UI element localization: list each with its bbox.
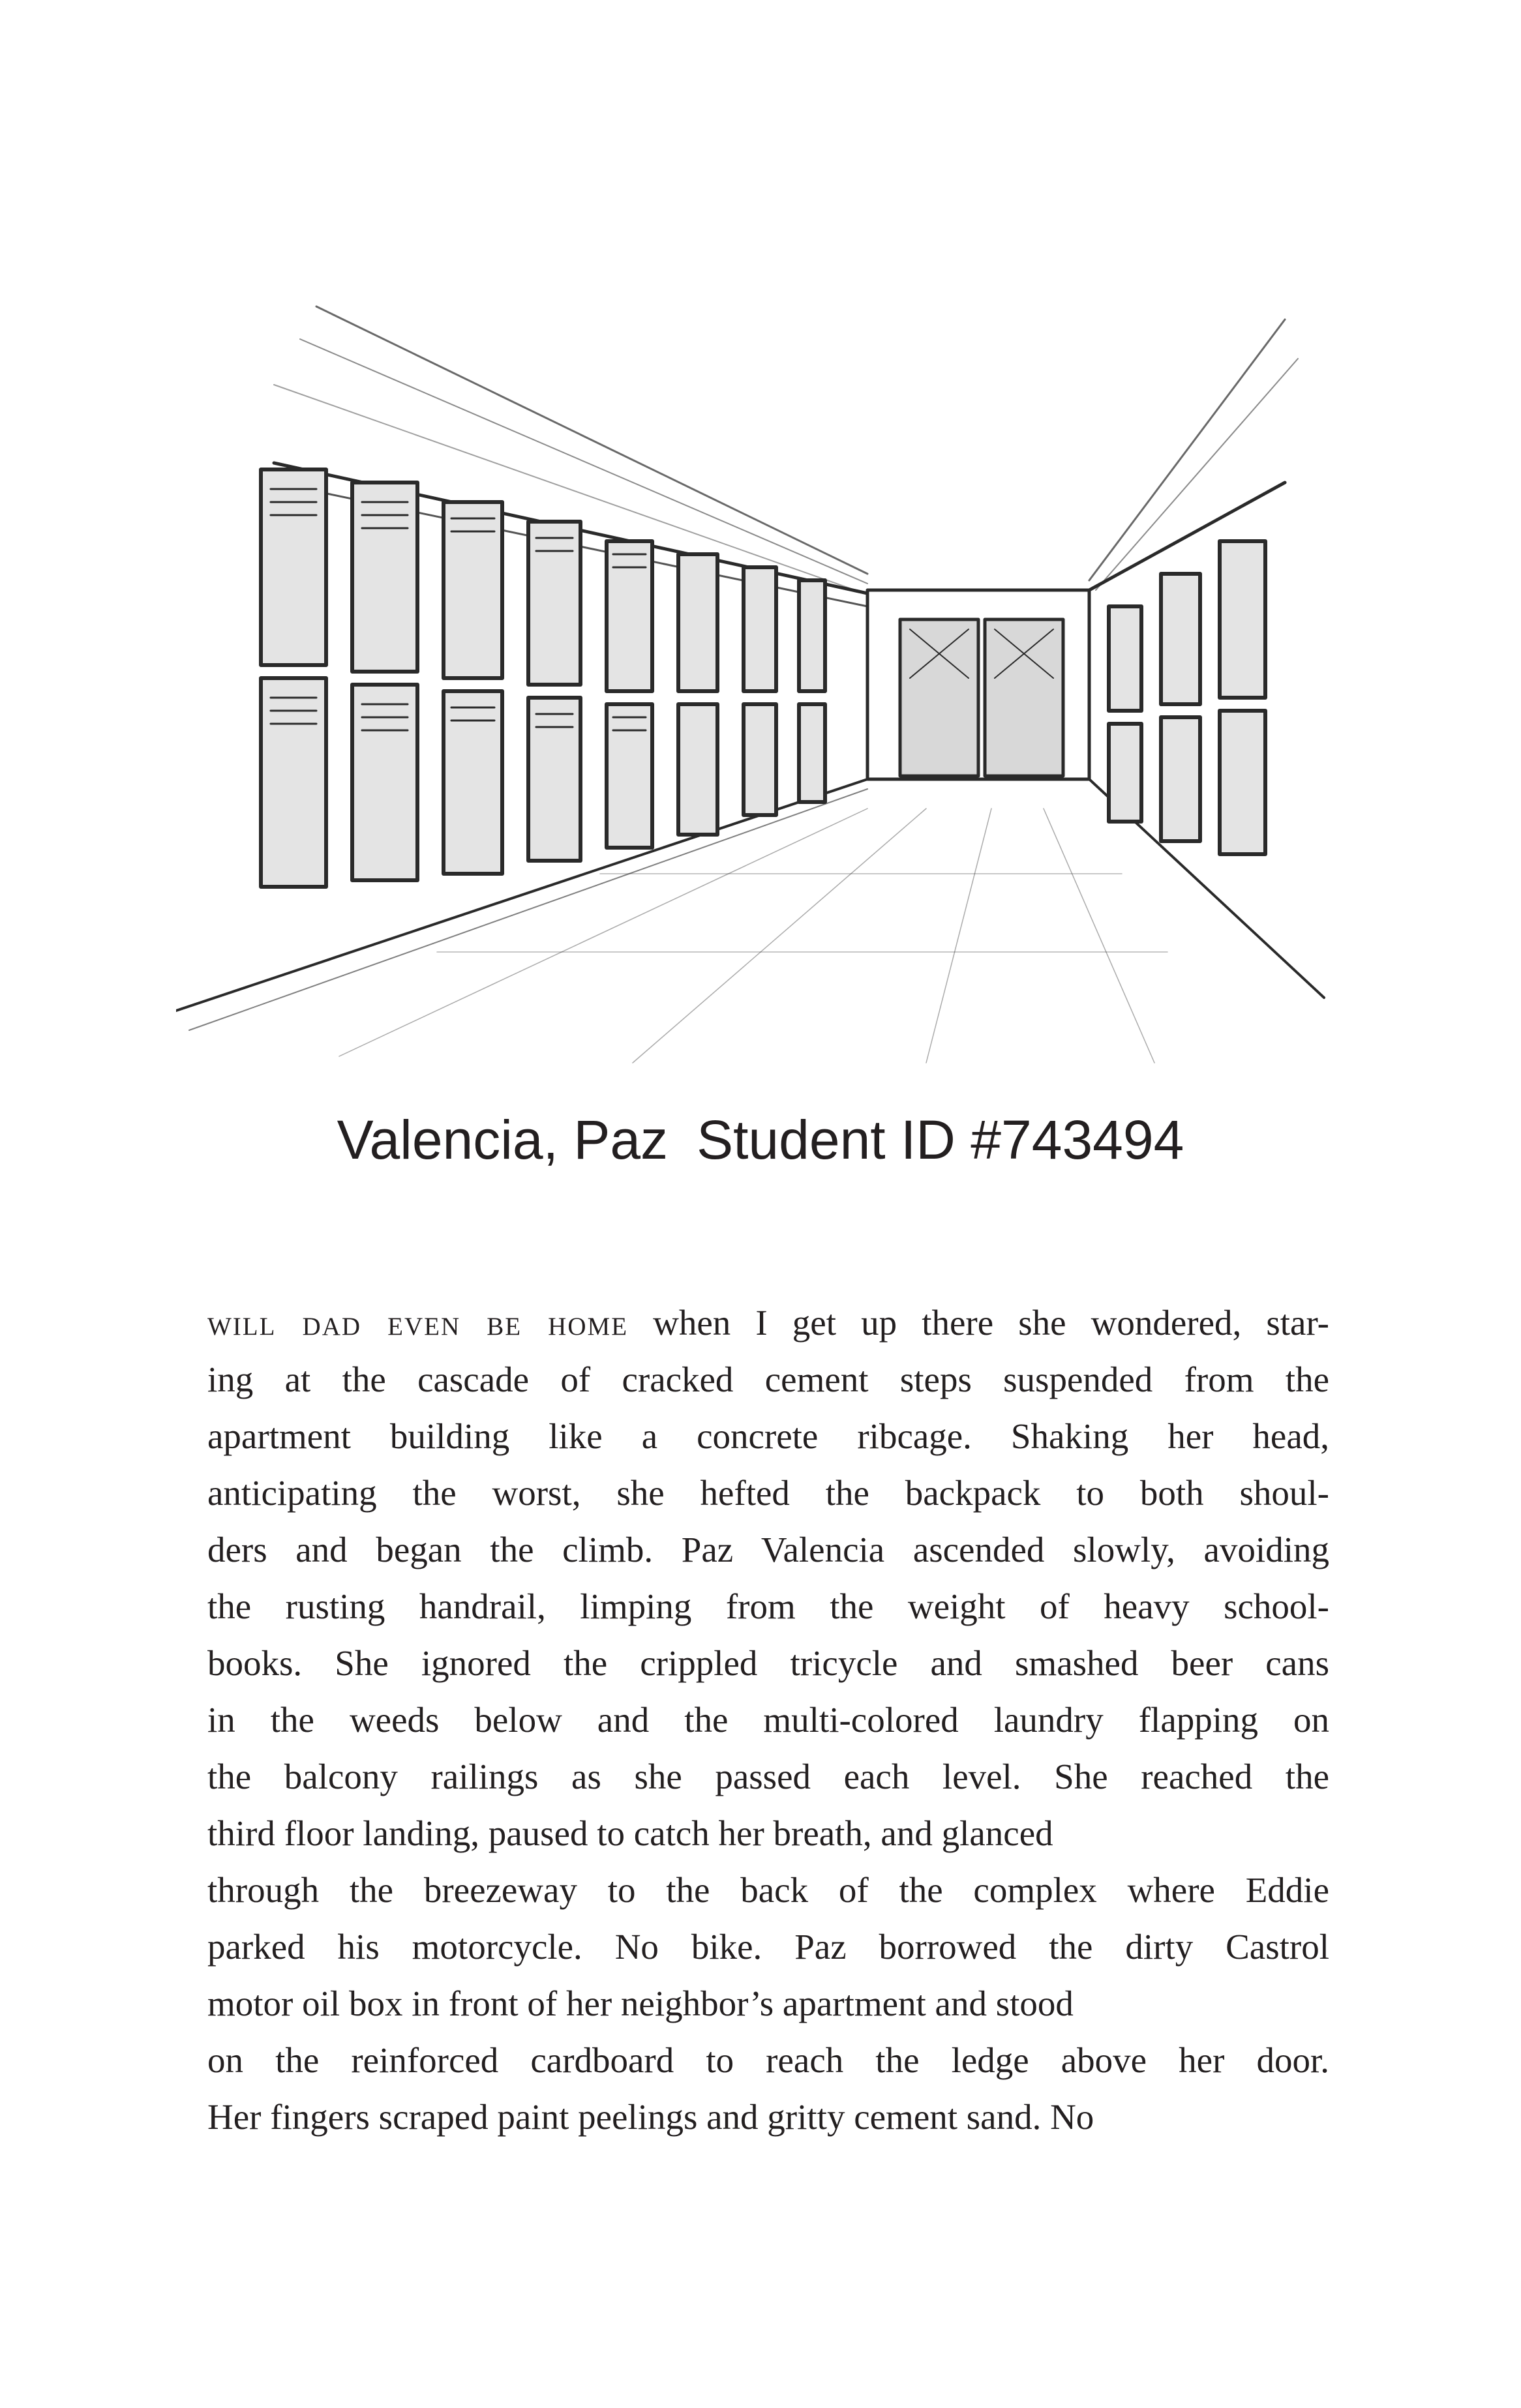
text-line-3: apartment building like a concrete ribcage. Shaking her head,	[207, 1416, 1329, 1456]
student-name: Valencia, Paz	[337, 1109, 669, 1170]
text-line-10: third floor landing, paused to catch her breath, and glanced	[207, 1813, 1053, 1853]
text-line-11: through the breezeway to the back of the complex where Eddie	[207, 1870, 1329, 1910]
text-line-12: parked his motorcycle. No bike. Paz borrowed the dirty Castrol	[207, 1927, 1329, 1967]
text-line-5: ders and began the climb. Paz Valencia ascended slowly, avoiding	[207, 1530, 1329, 1569]
text-line-14: on the reinforced cardboard to reach the ledge above her door.	[207, 2040, 1329, 2080]
text-line-2: ing at the cascade of cracked cement steps suspended from the	[207, 1360, 1329, 1399]
text-line-1: will dad even be home when I get up there she wondered, star-	[207, 1303, 1329, 1343]
chapter-title	[0, 1108, 1521, 1172]
lead-in-smallcaps: will dad even be home	[207, 1303, 629, 1343]
text-line-9: the balcony railings as she passed each level. She reached the	[207, 1757, 1329, 1796]
text-line-7: books. She ignored the crippled tricycle and smashed beer cans	[207, 1643, 1329, 1683]
text-line-15: Her fingers scraped paint peelings and gritty cement sand. No	[207, 2097, 1094, 2137]
hallway-lockers-sketch	[176, 287, 1337, 1069]
text-line-6: the rusting handrail, limping from the weight of heavy school-	[207, 1586, 1329, 1626]
story-paragraph	[207, 1294, 1329, 2145]
student-id: Student ID #743494	[697, 1109, 1184, 1170]
text-line-13: motor oil box in front of her neighbor’s apartment and stood	[207, 1984, 1074, 2023]
text-line-8: in the weeds below and the multi-colored laundry flapping on	[207, 1700, 1329, 1740]
text-line-4: anticipating the worst, she hefted the backpack to both shoul-	[207, 1473, 1329, 1513]
